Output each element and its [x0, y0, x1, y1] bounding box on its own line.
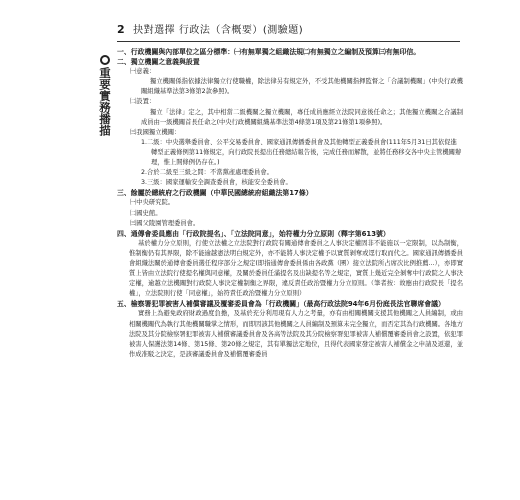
paragraph: 3.三級：國家運輸安全調查委員會，核能安全委員會。 — [141, 179, 292, 187]
section-heading: 二、獨立機關之意義與設置 — [117, 58, 200, 67]
section-heading: 五、檢察署犯罪被害人補償審議及覆審委員會為「行政機關」（最高行政法院94年6月份庭長法官聯席會議） — [117, 300, 445, 309]
page-number: 2 — [117, 23, 126, 36]
running-header — [117, 21, 303, 37]
book-title: 抉對選擇 行政法（含概要）(測驗題) — [133, 25, 304, 36]
paragraph: ㈢國父陵園管理委員會。 — [130, 219, 200, 227]
side-tab — [98, 55, 112, 136]
circle-mark-icon — [100, 55, 110, 65]
section-heading: 四、通傳會委員應由「行政院提名」、「立法院同意」，始符權力分立原則（釋字第613號） — [117, 229, 390, 238]
paragraph: 基於權力分立原則，行使立法權之立法院對行政院有關通傳會委員之人事決定權固非不能施以一定限制，以為制衡，惟制衡仍有其界限，除不能逾越憲法明白規定外，亦不能將人事決定權予以實質剝奪或逕行取而代之。國家通訊傳播委員會組織法關於通傳會委員選任程序部分之規定(即指通傳會委員係由各政黨（團）接立法院所占席次比例推薦...），亦即實質上皆由立法院行使提名權與同意權，及關於委員任滿提名及出缺提名等之規定，實質上幾近完全剝奪中行政院之人事決定權，逾越立法機關對行政院人事決定權制衡之界限，違反責任政治暨權力分立原則。（筆者按：故應由行政院長「提名權」，立法院則行使「同意權」，始符責任政治暨權力分立原則） — [129, 239, 463, 298]
side-tab-label: 重要實務播描 — [98, 67, 112, 136]
body-content — [117, 47, 463, 360]
paragraph: ㈠意義： — [130, 68, 156, 76]
section-heading: 一、行政機關與內部單位之區分標準：㈠有無單獨之組織法規㈡有無獨立之編制及預算㈢有無印信。 — [117, 48, 421, 56]
header-divider — [117, 41, 460, 42]
paragraph: 獨立機關係指依據法律獨立行使職權，除法律另有規定外，不受其他機關指揮監督之「合議制機關」(中央行政機關組織基準法第3條第2款參照)。 — [141, 78, 463, 96]
paragraph: ㈡國史館。 — [130, 209, 162, 217]
section-heading: 三、餘屬於總統府之行政機關（中華民國總統府組織法第17條） — [117, 189, 313, 198]
paragraph: 2.合於二級至三級之間：不當黨產處理委員會。 — [141, 169, 273, 177]
paragraph: ㈢我國獨立機關： — [130, 128, 181, 136]
paragraph: 實務上為避免政府財政過度負擔，及基於充分利用現有人力之考量，亦有由相關機關支援其他機關之人員編制，或由相關機關代為執行其他機關職掌之情形，而即因該其他機關之人員編制及預算未完全獨立，而否定其為行政機關。各地方法院及其分院檢察署犯罪被害人補償審議委員會及各高等法院及其分院檢察署犯罪被害人補償覆審委員會之設置，依犯罪被害人保護法第14條、第15條、第20條之規定，其有單獨法定地位，且得代表國家發定被害人補償金之申請及返還，並作成准駁之決定，是該審議委員會及補償覆審委員 — [129, 310, 463, 358]
paragraph: ㈡設置： — [130, 98, 156, 106]
paragraph: ㈠中央研究院。 — [130, 199, 175, 207]
paragraph: 獨立「法律」定之，其中相當二級機關之獨立機關，專任成員應經立法院同意後任命之；其他獨立機關之合議制成員由一級機關首長任命之(中央行政機關組織基準法第4條第1項及第21條第1項參照)。 — [141, 108, 463, 126]
paragraph: 1.二級：中央選舉委員會、公平交易委員會、國家通訊傳播委員會及其他轉型正義委員會(111年5月31日其依促進轉型正義條例第11條規定，向行政院長提出任務總結報告後，完成任務而解散，並將任務移交各中央主管機關辦理，惟上開條例仍存在。) — [141, 138, 462, 167]
